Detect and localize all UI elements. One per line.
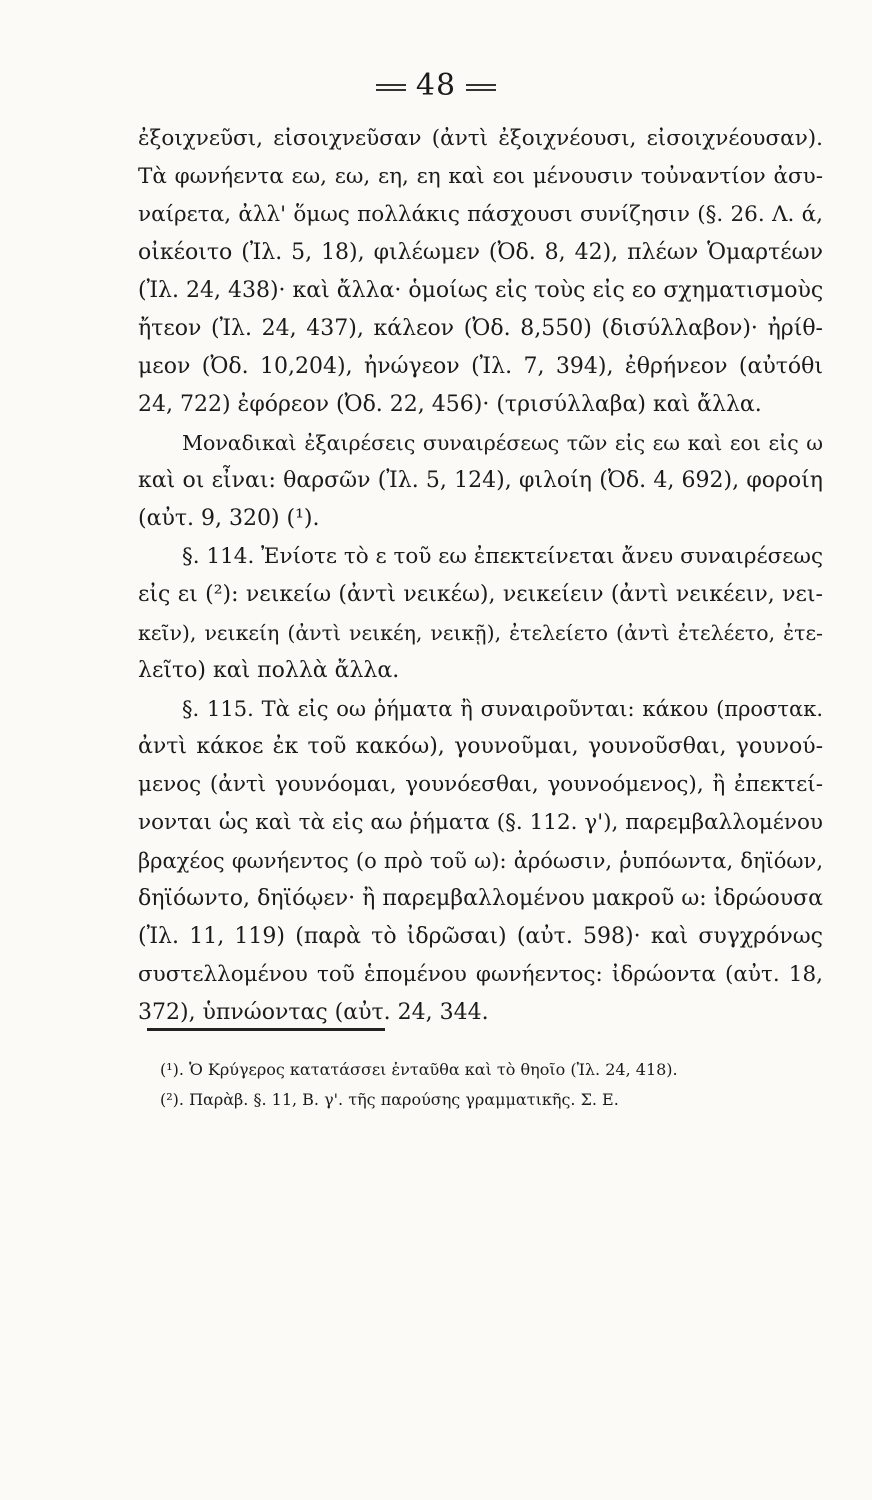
text-line: Μοναδικαὶ ἐξαιρέσεις συναιρέσεως τῶν εἰς εω καὶ εοι εἰς ω bbox=[182, 431, 823, 455]
text-line: βραχέος φωνήεντος (ο πρὸ τοῦ ω): ἀρόωσιν, ῥυπόωντα, δηϊόων, bbox=[138, 849, 823, 873]
text-line: καὶ οι εἶναι: θαρσῶν (Ἰλ. 5, 124), φιλοίη (Ὀδ. 4, 692), φοροίη bbox=[138, 468, 823, 493]
footnote-1: (¹). Ὁ Κρύγερος κατατάσσει ἐνταῦθα καὶ τὸ θηοῖο (Ἰλ. 24, 418). bbox=[160, 1060, 678, 1079]
footnotes bbox=[160, 1055, 780, 1115]
text-line: κεῖν), νεικείη (ἀντὶ νεικέη, νεικῇ), ἐτελείετο (ἀντὶ ἐτελέετο, ἐτε- bbox=[138, 621, 823, 645]
page-number bbox=[0, 68, 872, 103]
page-number-text: 48 bbox=[415, 68, 457, 103]
text-line: Τὰ φωνήεντα εω, εω, εη, εη καὶ εοι μένουσιν τοὐναντίον ἀσυ- bbox=[138, 164, 823, 189]
text-line: (αὐτ. 9, 320) (¹). bbox=[138, 506, 320, 531]
footnote-2: (²). Παρὰβ. §. 11, Β. γ'. τῆς παρούσης γραμματικῆς. Σ. Ε. bbox=[160, 1090, 619, 1109]
body-text bbox=[138, 120, 823, 1032]
text-line: δηϊόωντο, δηϊόῳεν· ἢ παρεμβαλλομένου μακροῦ ω: ἰδρώουσα bbox=[138, 886, 823, 911]
text-line: (Ἰλ. 11, 119) (παρὰ τὸ ἰδρῶσαι) (αὐτ. 598)· καὶ συγχρόνως bbox=[138, 924, 823, 949]
text-line: λεῖτο) καὶ πολλὰ ἄλλα. bbox=[138, 658, 400, 683]
text-line: ἀντὶ κάκοε ἐκ τοῦ κακόω), γουνοῦμαι, γουνοῦσθαι, γουνού- bbox=[138, 734, 823, 759]
page-number-rule-left bbox=[376, 84, 406, 91]
text-line: ναίρετα, ἀλλ' ὅμως πολλάκις πάσχουσι συνίζησιν (§. 26. Λ. ά, bbox=[138, 202, 823, 227]
text-line: (Ἰλ. 24, 438)· καὶ ἄλλα· ὁμοίως εἰς τοὺς εἰς εο σχηματισμοὺς bbox=[138, 278, 823, 303]
text-line: μεον (Ὀδ. 10,204), ἠνώγεον (Ἰλ. 7, 394), ἐθρήνεον (αὐτόθι bbox=[138, 354, 823, 379]
text-line: 24, 722) ἐφόρεον (Ὀδ. 22, 456)· (τρισύλλαβα) καὶ ἄλλα. bbox=[138, 392, 762, 417]
text-line: νονται ὡς καὶ τὰ εἰς αω ῥήματα (§. 112. γ'), παρεμβαλλομένου bbox=[138, 810, 823, 835]
text-line: συστελλομένου τοῦ ἑπομένου φωνήεντος: ἰδρώοντα (αὐτ. 18, bbox=[138, 962, 823, 987]
text-line: εἰς ει (²): νεικείω (ἀντὶ νεικέω), νεικείειν (ἀντὶ νεικέειν, νει- bbox=[138, 582, 823, 607]
page-number-rule-right bbox=[466, 84, 496, 91]
section-heading-115: §. 115. Τὰ εἰς οω ῥήματα ἢ συναιροῦνται: κάκου (προστακ. bbox=[182, 697, 823, 721]
footnote-divider bbox=[147, 1028, 385, 1031]
section-heading-114: §. 114. Ἐνίοτε τὸ ε τοῦ εω ἐπεκτείνεται ἄνευ συναιρέσεως bbox=[182, 544, 823, 569]
text-line: ἐξοιχνεῦσι, εἰσοιχνεῦσαν (ἀντὶ ἐξοιχνέουσι, εἰσοιχνέουσαν). bbox=[138, 126, 823, 151]
text-line: μενος (ἀντὶ γουνόομαι, γουνόεσθαι, γουνοόμενος), ἢ ἐπεκτεί- bbox=[138, 772, 823, 797]
text-line: 372), ὑπνώοντας (αὐτ. 24, 344. bbox=[138, 1000, 489, 1025]
text-line: ἤτεον (Ἰλ. 24, 437), κάλεον (Ὀδ. 8,550) (δισύλλαβον)· ἠρίθ- bbox=[138, 316, 823, 341]
text-line: οἰκέοιτο (Ἰλ. 5, 18), φιλέωμεν (Ὀδ. 8, 42), πλέων Ὁμαρτέων bbox=[138, 240, 823, 265]
